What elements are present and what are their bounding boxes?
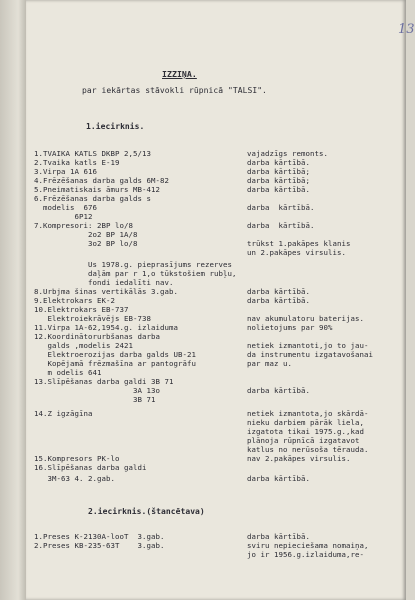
line-right: netiek izmantota,jo skārdā- [247, 409, 369, 418]
line-left: fondi iedalīti nav. [34, 278, 174, 287]
line-right: un 2.pakāpes virsulis. [247, 248, 346, 257]
line-right: da instrumentu izgatavošanai [247, 350, 373, 359]
line-left: 2o2 BP 1A/8 [34, 230, 138, 239]
line-right: darba kārtībā; [247, 167, 310, 176]
line-right: netiek izmantoti,jo to jau- [247, 341, 369, 350]
line-right: darba kārtībā. [247, 185, 310, 194]
line-right: darba kārtībā; [247, 176, 310, 185]
line-right: jo ir 1956.g.izlaiduma,re- [247, 550, 364, 559]
section-heading-1: 1.iecirknis. [86, 122, 145, 131]
line-left: 6P12 [34, 212, 93, 221]
line-left: 6.Frēzēšanas darba galds s [34, 194, 151, 203]
line-right: darba kārtībā. [247, 221, 315, 230]
line-left: 7.Kompresori: 2BP lo/8 [34, 221, 133, 230]
line-right: nav 2.pakāpes virsulis. [247, 454, 351, 463]
line-right: darba kārtībā. [247, 203, 315, 212]
line-left: modelis 676 [34, 203, 97, 212]
line-right: nav akumulatoru baterijas. [247, 314, 364, 323]
document-sheet [26, 0, 415, 600]
line-left: 8.Urbjma šinas vertikālās 3.gab. [34, 287, 178, 296]
line-left: Elektroiekrāvējs EB-738 [34, 314, 151, 323]
line-left: 1.TVAIKA KATLS DKBP 2,5/13 [34, 149, 151, 158]
line-left: 10.Elektrokars EB-737 [34, 305, 129, 314]
line-left: 3A 13o [34, 386, 160, 395]
line-left: 4.Frēzēšanas darba galds 6M-82 [34, 176, 169, 185]
line-left: 3B 71 [34, 395, 156, 404]
left-binding-edge [0, 0, 26, 600]
line-left: 12.Koordinātorurbšanas darba [34, 332, 160, 341]
line-right: darba kārtībā. [247, 287, 310, 296]
line-left: 9.Elektrokars EK-2 [34, 296, 115, 305]
line-right: darba kārtībā. [247, 386, 310, 395]
line-left: 3.Virpa 1A 616 [34, 167, 97, 176]
line-left: galds ,modelis 2421 [34, 341, 133, 350]
line-left: 13.Slīpēšanas darba galdi 3B 71 [34, 377, 174, 386]
line-right: nolietojums par 90% [247, 323, 333, 332]
line-left: 15.Kompresors PK-lo [34, 454, 120, 463]
line-left: 14.Z igzāgīna [34, 409, 93, 418]
line-left: 3M-63 4. 2.gab. [34, 474, 115, 483]
line-left: Kopējamā frēzmašīna ar pantogrāfu [34, 359, 196, 368]
line-right: plānoja rūpnīcā izgatavot [247, 436, 360, 445]
handwritten-page-number: 13 [398, 22, 415, 37]
line-right: darba kārtībā. [247, 532, 310, 541]
line-right: darba kārtībā. [247, 474, 310, 483]
line-right: trūkst 1.pakāpes klanis [247, 239, 351, 248]
section-heading-2: 2.iecirknis.(štancētava) [88, 507, 205, 516]
document-subtitle: par iekārtas stāvokli rūpnicā "TALSI". [82, 86, 267, 95]
line-left: Us 1978.g. pieprasījums rezerves [34, 260, 232, 269]
line-left: 16.Slīpēšanas darba galdi [34, 463, 147, 472]
line-right: darba kārtībā. [247, 158, 310, 167]
line-right: katlus no nerūsoša tērauda. [247, 445, 369, 454]
line-left: Elektroerozijas darba galds UB-21 [34, 350, 196, 359]
line-left: 1.Preses K-2130A-looT 3.gab. [34, 532, 165, 541]
line-right: darba kārtībā. [247, 296, 310, 305]
line-left: 5.Pneimatiskais āmurs MB-412 [34, 185, 160, 194]
line-left: 11.Virpa 1A-62,1954.g. izlaiduma [34, 323, 178, 332]
line-left: 2.Preses KB-235-63T 3.gab. [34, 541, 165, 550]
line-right: nieku darbiem pārāk liela, [247, 418, 364, 427]
line-left: m odelis 641 [34, 368, 102, 377]
line-right: vajadzīgs remonts. [247, 149, 328, 158]
line-left: daļām par r 1,o tūkstošiem rubļu, [34, 269, 237, 278]
document-title: IZZIŅA. [162, 69, 197, 79]
line-right: izgatota tikai 1975.g.,kad [247, 427, 364, 436]
line-left: 2.Tvaika katls E-19 [34, 158, 120, 167]
line-right: par maz u. [247, 359, 292, 368]
line-left: 3o2 BP lo/8 [34, 239, 138, 248]
line-right: sviru nepieciešama nomaiņa, [247, 541, 369, 550]
